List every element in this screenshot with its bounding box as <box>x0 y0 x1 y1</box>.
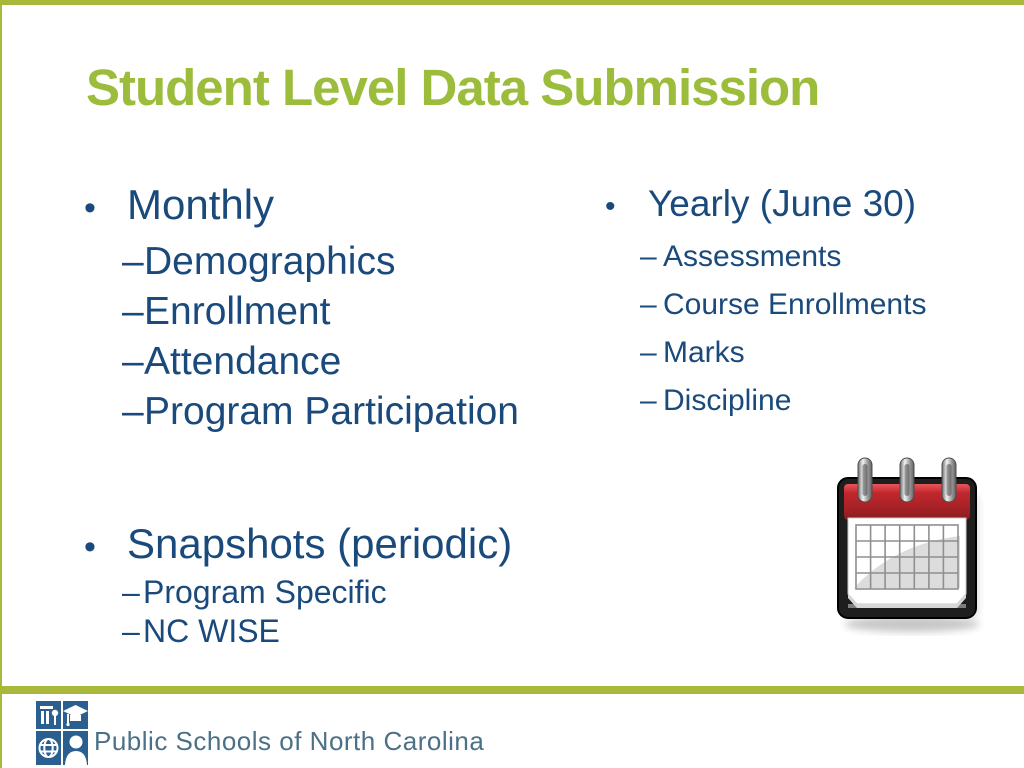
sub-bullet-text: NC WISE <box>143 613 280 649</box>
sub-bullet-text: Program Specific <box>143 574 387 610</box>
sub-bullet-text: Demographics <box>144 240 396 283</box>
sub-bullet-item <box>84 612 512 651</box>
dash-icon: – <box>122 290 144 333</box>
sub-bullet-text: Course Enrollments <box>663 288 927 321</box>
org-wordmark: Public Schools of North Carolina <box>94 726 485 756</box>
dash-icon: – <box>640 384 657 417</box>
sub-bullet-text: Discipline <box>663 384 792 417</box>
sub-bullet-item <box>605 233 926 281</box>
bullet-heading: Yearly (June 30) <box>648 183 917 224</box>
left-accent-bar <box>0 0 2 768</box>
sub-bullet-item <box>84 573 512 612</box>
dash-icon: – <box>122 613 140 649</box>
bullet-heading: Monthly <box>127 181 275 228</box>
dash-icon: – <box>122 390 144 433</box>
sub-bullet-item <box>605 281 926 329</box>
sub-bullet-item <box>84 237 519 287</box>
sub-bullet-text: Assessments <box>663 240 842 273</box>
dash-icon: – <box>122 240 144 283</box>
sub-bullet-item <box>605 377 926 425</box>
sub-bullet-text: Enrollment <box>144 290 331 333</box>
bullet-dot-icon: • <box>605 190 616 223</box>
top-accent-bar <box>0 0 1024 5</box>
bullet-heading: Snapshots (periodic) <box>127 520 513 567</box>
footer-accent-rule <box>0 686 1024 694</box>
bullet-group-monthly <box>84 176 519 437</box>
sub-bullet-text: Marks <box>663 336 745 369</box>
sub-bullet-text: Program Participation <box>144 390 519 433</box>
sub-bullet-item <box>84 337 519 387</box>
bullet-group-yearly <box>605 178 926 425</box>
dash-icon: – <box>640 240 657 273</box>
bullet-item <box>605 178 926 233</box>
sub-bullet-item <box>605 329 926 377</box>
bullet-group-snapshots <box>84 518 512 651</box>
bullet-dot-icon: • <box>84 528 96 566</box>
bullet-dot-icon: • <box>84 189 96 227</box>
dash-icon: – <box>640 288 657 321</box>
dash-icon: – <box>122 340 144 383</box>
sub-bullet-text: Attendance <box>144 340 342 383</box>
bullet-item <box>84 518 512 573</box>
calendar-icon <box>834 456 984 636</box>
dash-icon: – <box>640 336 657 369</box>
sub-bullet-item <box>84 387 519 437</box>
page-title: Student Level Data Submission <box>86 59 820 116</box>
psnc-logo <box>36 701 90 768</box>
sub-bullet-item <box>84 287 519 337</box>
bullet-item <box>84 176 519 237</box>
dash-icon: – <box>122 574 140 610</box>
